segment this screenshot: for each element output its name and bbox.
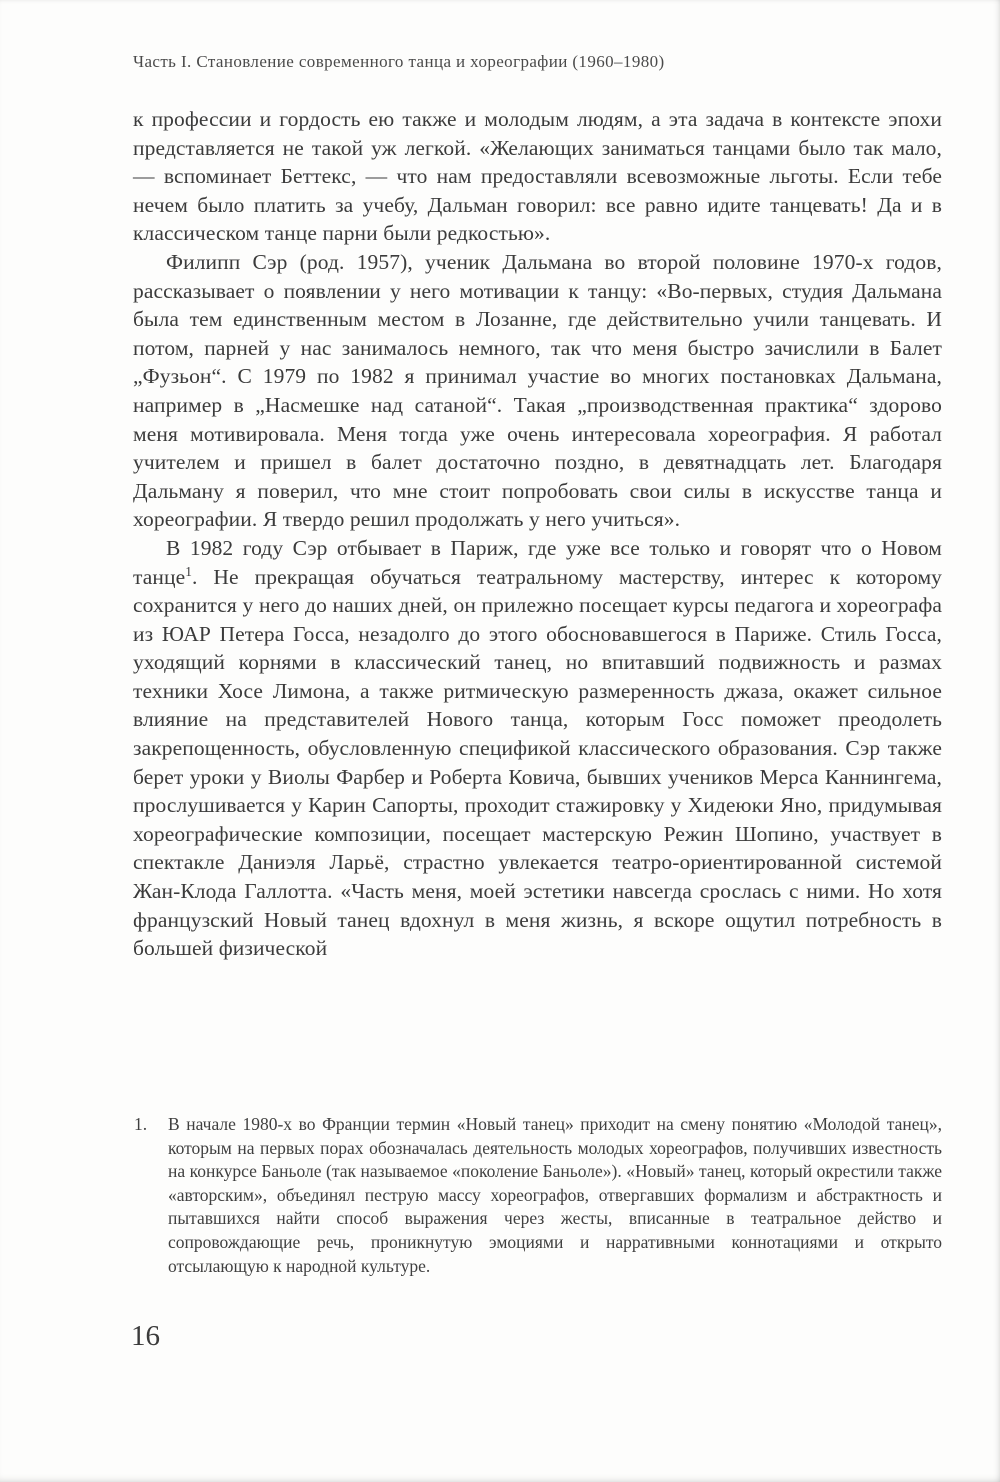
footnote: [133, 1113, 942, 1278]
page-number: 16: [131, 1320, 160, 1352]
footnote-reference: 1: [185, 563, 193, 579]
body-text: [133, 105, 942, 963]
paragraph-text: . Не прекращая обучаться театральному мастерству, интерес к которому сохранится у него до наших дней, он прилежно посещает курсы педагога и хореографа из ЮАР Петера Госса, незадолго до этого обосновавшегося в Париже. Стиль Госса, уходящий корнями в классический танец, но впитавший подвижность и размах техники Хосе Лимона, а также ритмическую размеренность джаза, окажет сильное влияние на представителей Нового танца, которым Госс поможет преодолеть закрепощенность, обусловленную спецификой классического образования. Сэр также берет уроки у Виолы Фарбер и Роберта Ковича, бывших учеников Мерса Каннингема, прослушивается у Карин Сапорты, проходит стажировку у Хидеюки Яно, придумывая хореографические композиции, посещает мастерскую Режин Шопино, участвует в спектакле Даниэля Ларьё, страстно увлекается театро-ориентированной системой Жан-Клода Галлотта. «Часть меня, моей эстетики навсегда срослась с ними. Но хотя французский Новый танец вдохнул в меня жизнь, я вскоре ощутил потребность в большей физической: [133, 564, 942, 961]
footnote-text: В начале 1980-х во Франции термин «Новый танец» приходит на смену понятию «Молодой танец», которым на первых порах обозначалась деятельность молодых хореографов, получивших известность на конкурсе Баньоле (так называемое «поколение Баньоле»). «Новый» танец, который окрестили также «авторским», объединял пеструю массу хореографов, отвергавших формализм и абстрактность и пытавшихся найти способ выражения через жесты, вписанные в театральное действо и сопровождающие речь, проникнутую эмоциями и нарративными коннотациями и открыто отсылающую к народной культуре.: [168, 1114, 942, 1276]
paragraph-text: В 1982 году Сэр отбывает в Париж, где уже все только и говорят что о Новом танце: [133, 535, 942, 589]
paragraph: Филипп Сэр (род. 1957), ученик Дальмана во второй половине 1970-х годов, рассказывает о появлении у него мотивации к танцу: «Во-первых, студия Дальмана была тем единственным местом в Лозанне, где действительно учили танцевать. И потом, парней у нас занималось немного, так что меня быстро зачислили в Балет „Фузьон“. С 1979 по 1982 я принимал участие во многих постановках Дальмана, например в „Насмешке над сатаной“. Такая „производственная практика“ здорово меня мотивировала. Меня тогда уже очень интересовала хореография. Я работал учителем и пришел в балет достаточно поздно, в девятнадцать лет. Благодаря Дальману я поверил, что мне стоит попробовать свои силы в искусстве танца и хореографии. Я твердо решил продолжать у него учиться».: [133, 249, 942, 532]
footnote-marker: 1.: [134, 1114, 148, 1134]
paragraph: [133, 534, 942, 963]
paragraph-continuation: к профессии и гордость ею также и молодым людям, а эта задача в контексте эпохи представляется не такой уж легкой. «Желающих заниматься танцами было так мало, — вспоминает Беттекс, — что нам предоставляли всевозможные льготы. Если тебе нечем было платить за учебу, Дальман говорил: все равно идите танцевать! Да и в классическом танце парни были редкостью».: [133, 107, 942, 246]
running-header: Часть I. Становление современного танца и хореографии (1960–1980): [133, 52, 665, 71]
